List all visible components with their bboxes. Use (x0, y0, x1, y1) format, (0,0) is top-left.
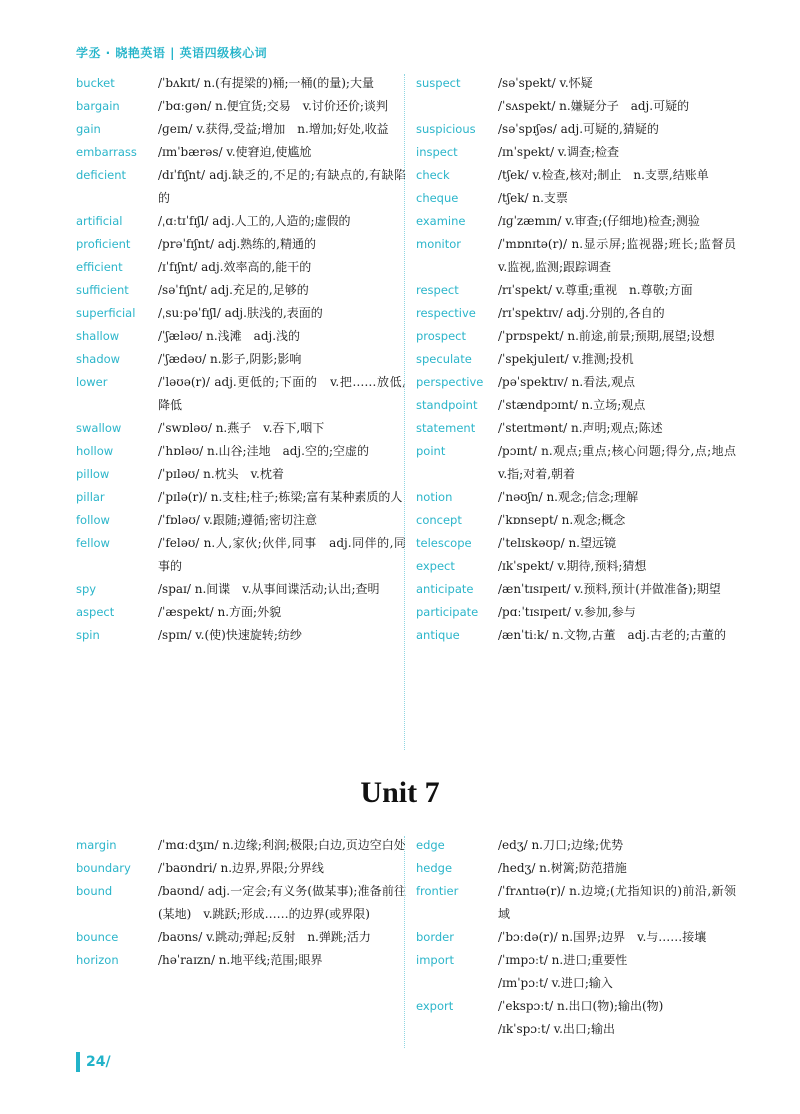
vocab-entry (76, 95, 406, 118)
headword: speculate (416, 352, 472, 366)
definition: /ɡeɪn/ v.获得,受益;增加 n.增加;好处,收益 (158, 122, 389, 136)
headword: gain (76, 122, 101, 136)
headword: bargain (76, 99, 120, 113)
definition: /rɪˈspekt/ v.尊重;重视 n.尊敬;方面 (498, 283, 693, 297)
vocab-entry (416, 118, 736, 141)
vocab-entry (416, 141, 736, 164)
definition: /ɪkˈspɔːt/ v.出口;输出 (498, 1022, 615, 1036)
headword: notion (416, 490, 453, 504)
vocab-column-unit7-right (416, 834, 736, 1041)
definition: /baʊns/ v.跳动;弹起;反射 n.弹跳;活力 (158, 930, 371, 944)
definition: /ˈsteɪtmənt/ n.声明;观点;陈述 (498, 421, 663, 435)
definition: /ˈekspɔːt/ n.出口(物);输出(物) (498, 999, 664, 1013)
vocab-entry (416, 417, 736, 440)
definition: /ˈfeləʊ/ n.人,家伙;伙伴,同事 adj.同伴的,同事的 (158, 536, 406, 573)
vocab-column-unit7-left (76, 834, 406, 972)
headword: superficial (76, 306, 136, 320)
vocab-entry (76, 141, 406, 164)
definition: /ˈstændpɔɪnt/ n.立场;观点 (498, 398, 646, 412)
vocab-column-right (416, 72, 749, 647)
headword: prospect (416, 329, 467, 343)
headword: respective (416, 306, 476, 320)
headword: margin (76, 838, 117, 852)
vocab-entry (76, 325, 406, 348)
definition: /ˈfrʌntɪə(r)/ n.边境;(尤指知识的)前沿,新领域 (498, 884, 736, 921)
definition: /ˈhɒləʊ/ n.山谷;洼地 adj.空的;空虚的 (158, 444, 369, 458)
vocab-entry (416, 348, 736, 371)
definition: /spɪn/ v.(使)快速旋转;纺纱 (158, 628, 302, 642)
headword: examine (416, 214, 466, 228)
headword: deficient (76, 168, 127, 182)
headword: suspect (416, 76, 461, 90)
headword: fellow (76, 536, 110, 550)
definition: /ˈfɒləʊ/ v.跟随;遵循;密切注意 (158, 513, 317, 527)
definition: /ˈprɒspekt/ n.前途,前景;预期,展望;设想 (498, 329, 715, 343)
vocab-entry (76, 233, 406, 256)
definition: /baʊnd/ adj.一定会;有义务(做某事);准备前往(某地) v.跳跃;形成……的边界(或界限) (158, 884, 406, 921)
vocab-entry (416, 532, 736, 555)
definition: /ˈʃædəʊ/ n.影子,阴影;影响 (158, 352, 302, 366)
definition: /rɪˈspektɪv/ adj.分别的,各自的 (498, 306, 665, 320)
definition: /prəˈfɪʃnt/ adj.熟练的,精通的 (158, 237, 316, 251)
vocab-entry (76, 210, 406, 233)
vocab-entry (76, 164, 406, 210)
definition: /ˈbɑːɡən/ n.便宜货;交易 v.讨价还价;谈判 (158, 99, 388, 113)
vocab-entry (416, 555, 736, 578)
vocab-entry (76, 834, 406, 857)
headword: shadow (76, 352, 121, 366)
vocab-entry (76, 601, 406, 624)
definition: /ɪkˈspekt/ v.期待,预料;猜想 (498, 559, 647, 573)
headword: bounce (76, 930, 119, 944)
vocab-entry (416, 995, 736, 1018)
definition: /ɪmˈpɔːt/ v.进口;输入 (498, 976, 613, 990)
vocab-entry (416, 279, 736, 302)
headword: participate (416, 605, 479, 619)
definition: /pɑːˈtɪsɪpeɪt/ v.参加,参与 (498, 605, 636, 619)
vocab-entry (76, 118, 406, 141)
definition: /ˈæspekt/ n.方面;外貌 (158, 605, 282, 619)
column-divider (404, 836, 405, 1048)
definition: /ænˈtiːk/ n.文物,古董 adj.古老的;古董的 (498, 628, 726, 642)
definition: /ˈspekjuleɪt/ v.推测;投机 (498, 352, 634, 366)
headword: border (416, 930, 454, 944)
headword: edge (416, 838, 445, 852)
headword: expect (416, 559, 455, 573)
vocab-entry (76, 926, 406, 949)
vocab-entry (416, 486, 736, 509)
vocab-entry (76, 256, 406, 279)
headword: pillar (76, 490, 105, 504)
page-number: 24/ (76, 1052, 111, 1072)
definition: /həˈraɪzn/ n.地平线;范围;眼界 (158, 953, 323, 967)
definition: /ˈbɔːdə(r)/ n.国界;边界 v.与……接壤 (498, 930, 707, 944)
definition: /ˈʃæləʊ/ n.浅滩 adj.浅的 (158, 329, 301, 343)
vocab-entry (416, 926, 736, 949)
headword (416, 972, 498, 995)
definition: /ɪnˈspekt/ v.调查;检查 (498, 145, 620, 159)
vocab-entry (416, 394, 736, 417)
vocab-entry (416, 834, 736, 857)
definition: /ɪmˈbærəs/ v.使窘迫,使尴尬 (158, 145, 312, 159)
headword: bucket (76, 76, 115, 90)
headword: hollow (76, 444, 114, 458)
definition: /pəˈspektɪv/ n.看法,观点 (498, 375, 635, 389)
vocab-entry (416, 578, 736, 601)
headword: monitor (416, 237, 461, 251)
vocab-entry (76, 624, 406, 647)
definition: /ˈpɪlə(r)/ n.支柱;柱子;栋梁;富有某种素质的人 (158, 490, 403, 504)
headword: frontier (416, 884, 459, 898)
vocab-entry (416, 72, 736, 95)
definition: /dɪˈfɪʃnt/ adj.缺乏的,不足的;有缺点的,有缺陷的 (158, 168, 406, 205)
definition: /ˈɪmpɔːt/ n.进口;重要性 (498, 953, 628, 967)
headword: point (416, 444, 446, 458)
headword: import (416, 953, 454, 967)
definition: /ɪˈfɪʃnt/ adj.效率高的,能干的 (158, 260, 312, 274)
headword: spy (76, 582, 97, 596)
headword: swallow (76, 421, 122, 435)
vocab-entry (416, 95, 736, 118)
vocab-entry (416, 972, 736, 995)
definition: /səˈspɪʃəs/ adj.可疑的,猜疑的 (498, 122, 659, 136)
headword (416, 95, 498, 118)
definition: /ˈtelɪskəʊp/ n.望远镜 (498, 536, 616, 550)
vocab-entry (416, 949, 736, 972)
headword (416, 1018, 498, 1041)
vocab-entry (76, 302, 406, 325)
vocab-entry (76, 72, 406, 95)
headword: anticipate (416, 582, 474, 596)
vocab-entry (76, 949, 406, 972)
vocab-entry (76, 440, 406, 463)
headword: statement (416, 421, 476, 435)
headword: respect (416, 283, 459, 297)
headword: efficient (76, 260, 123, 274)
headword: horizon (76, 953, 119, 967)
headword: concept (416, 513, 462, 527)
definition: /ænˈtɪsɪpeɪt/ v.预料,预计(并做准备);期望 (498, 582, 721, 596)
definition: /ˈkɒnsept/ n.观念;概念 (498, 513, 626, 527)
headword: shallow (76, 329, 120, 343)
definition: /ɪɡˈzæmɪn/ v.审查;(仔细地)检查;测验 (498, 214, 700, 228)
definition: /tʃek/ v.检查,核对;制止 n.支票,结账单 (498, 168, 709, 182)
vocab-entry (416, 210, 736, 233)
vocab-entry (416, 371, 736, 394)
headword: lower (76, 375, 108, 389)
vocab-entry (416, 440, 749, 486)
vocab-entry (416, 857, 736, 880)
definition: /ˈləʊə(r)/ adj.更低的;下面的 v.把……放低,降低 (158, 375, 406, 412)
headword: suspicious (416, 122, 476, 136)
headword: antique (416, 628, 460, 642)
headword: perspective (416, 375, 484, 389)
vocab-entry (416, 1018, 736, 1041)
definition: /ˈswɒləʊ/ n.燕子 v.吞下,咽下 (158, 421, 325, 435)
vocab-entry (76, 371, 406, 417)
definition: /tʃek/ n.支票 (498, 191, 568, 205)
definition: /hedʒ/ n.树篱;防范措施 (498, 861, 627, 875)
definition: /ˈmɑːdʒɪn/ n.边缘;利润;极限;白边,页边空白处 (158, 838, 406, 852)
headword: standpoint (416, 398, 478, 412)
vocab-entry (416, 302, 736, 325)
headword: bound (76, 884, 113, 898)
vocab-entry (416, 509, 736, 532)
headword: follow (76, 513, 110, 527)
headword: cheque (416, 191, 459, 205)
vocab-entry (416, 233, 749, 279)
column-divider (404, 74, 405, 750)
definition: /ˈbaʊndri/ n.边界,界限;分界线 (158, 861, 324, 875)
vocab-entry (76, 857, 406, 880)
headword: proficient (76, 237, 131, 251)
headword: export (416, 999, 454, 1013)
definition: /ˈmɒnɪtə(r)/ n.显示屏;监视器;班长;监督员 v.监视,监测;跟踪调查 (498, 237, 749, 274)
vocab-entry (76, 578, 406, 601)
vocab-column-left (76, 72, 406, 647)
running-header: 学丞 · 晓艳英语 | 英语四级核心词 (76, 46, 268, 60)
headword: boundary (76, 861, 131, 875)
vocab-entry (76, 486, 406, 509)
definition: /ˈbʌkɪt/ n.(有提梁的)桶;一桶(的量);大量 (158, 76, 374, 90)
vocab-entry (76, 463, 406, 486)
vocab-entry (416, 164, 736, 187)
vocab-entry (76, 509, 406, 532)
headword: check (416, 168, 450, 182)
headword: artificial (76, 214, 123, 228)
definition: /səˈfɪʃnt/ adj.充足的,足够的 (158, 283, 309, 297)
vocab-entry (76, 532, 406, 578)
definition: /ˈsʌspekt/ n.嫌疑分子 adj.可疑的 (498, 99, 690, 113)
definition: /edʒ/ n.刀口;边缘;优势 (498, 838, 624, 852)
headword: spin (76, 628, 100, 642)
vocab-entry (76, 880, 406, 926)
vocab-entry (76, 348, 406, 371)
headword: sufficient (76, 283, 129, 297)
headword: telescope (416, 536, 472, 550)
vocab-entry (416, 624, 736, 647)
definition: /pɔɪnt/ n.观点;重点;核心问题;得分,点;地点 v.指;对着,朝着 (498, 444, 749, 481)
unit-title: Unit 7 (360, 776, 440, 809)
headword: inspect (416, 145, 458, 159)
vocab-entry (416, 187, 736, 210)
headword: hedge (416, 861, 453, 875)
definition: /spaɪ/ n.间谍 v.从事间谍活动;认出;查明 (158, 582, 380, 596)
headword: aspect (76, 605, 115, 619)
definition: /ˌsuːpəˈfɪʃl/ adj.肤浅的,表面的 (158, 306, 323, 320)
vocab-entry (416, 601, 736, 624)
vocab-entry (76, 417, 406, 440)
definition: /ˌɑːtɪˈfɪʃl/ adj.人工的,人造的;虚假的 (158, 214, 351, 228)
definition: /ˈpɪləʊ/ n.枕头 v.枕着 (158, 467, 284, 481)
vocab-entry (416, 880, 736, 926)
definition: /səˈspekt/ v.怀疑 (498, 76, 593, 90)
headword: pillow (76, 467, 110, 481)
vocab-entry (416, 325, 736, 348)
vocab-entry (76, 279, 406, 302)
definition: /ˈnəʊʃn/ n.观念;信念;理解 (498, 490, 639, 504)
headword: embarrass (76, 145, 137, 159)
